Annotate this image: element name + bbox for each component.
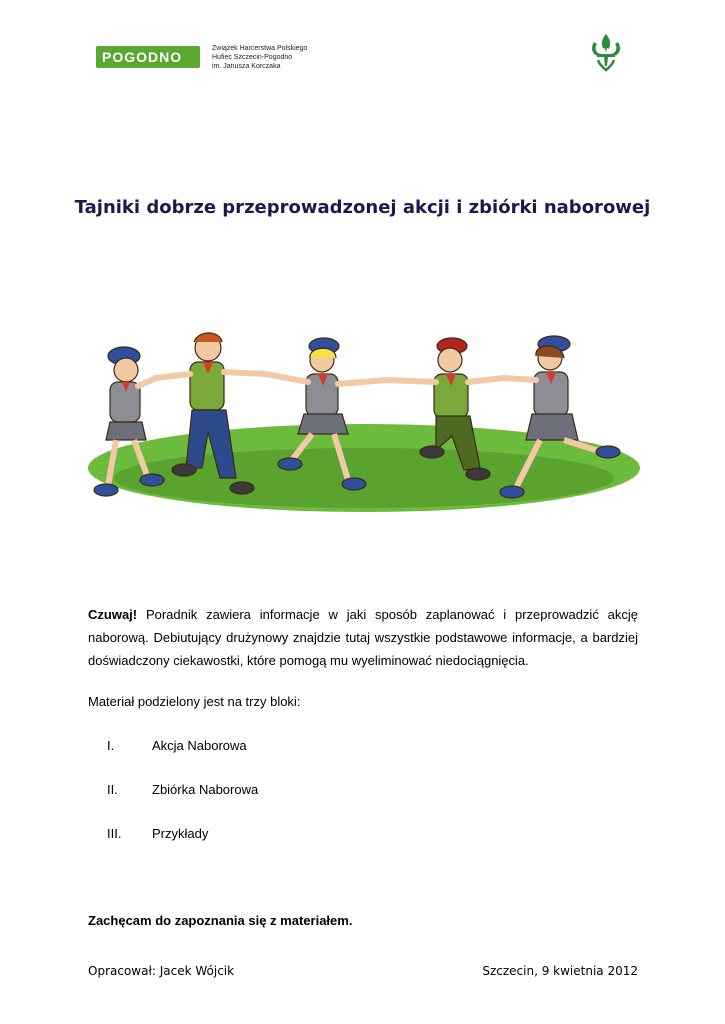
intro-paragraph xyxy=(88,603,638,672)
zhp-lily-icon xyxy=(588,32,624,72)
greeting: Czuwaj! xyxy=(88,607,138,622)
org-line: Związek Harcerstwa Polskiego xyxy=(212,45,308,52)
svg-text:ZHP: ZHP xyxy=(599,48,613,55)
list-item xyxy=(107,738,247,753)
pogodno-badge xyxy=(96,46,200,68)
intro-text: Poradnik zawiera informacje w jaki sposób zaplanować i przeprowadzić akcję naborową. Debiutujący drużynowy znajdzie tutaj wszystkie podstawowe informacje, a bardziej doświadczony ciekawostki, które pomogą mu wyeliminować niedociągnięcia. xyxy=(88,607,638,668)
footer-author: Opracował: Jacek Wójcik xyxy=(88,964,235,978)
list-item xyxy=(107,826,208,841)
scouts-illustration xyxy=(86,328,642,516)
org-line: Hufiec Szczecin-Pogodno xyxy=(212,54,293,61)
pogodno-logo-text: POGODNO xyxy=(102,49,183,65)
list-item-label: Akcja Naborowa xyxy=(152,738,247,753)
list-item xyxy=(107,782,258,797)
blocks-intro: Materiał podzielony jest na trzy bloki: xyxy=(88,694,301,709)
list-item-label: Zbiórka Naborowa xyxy=(152,782,259,797)
org-line: im. Janusza Korczaka xyxy=(212,63,281,70)
org-name xyxy=(212,44,307,71)
hufiec-logo xyxy=(96,44,306,70)
list-item-label: Przykłady xyxy=(152,826,209,841)
page-title: Tajniki dobrze przeprowadzonej akcji i zbiórki naborowej xyxy=(74,197,651,218)
list-item-number: III. xyxy=(107,826,122,841)
list-item-number: II. xyxy=(107,782,118,797)
closing-line: Zachęcam do zapoznania się z materiałem. xyxy=(88,913,353,928)
list-item-number: I. xyxy=(107,738,115,753)
footer-date: Szczecin, 9 kwietnia 2012 xyxy=(482,964,638,978)
